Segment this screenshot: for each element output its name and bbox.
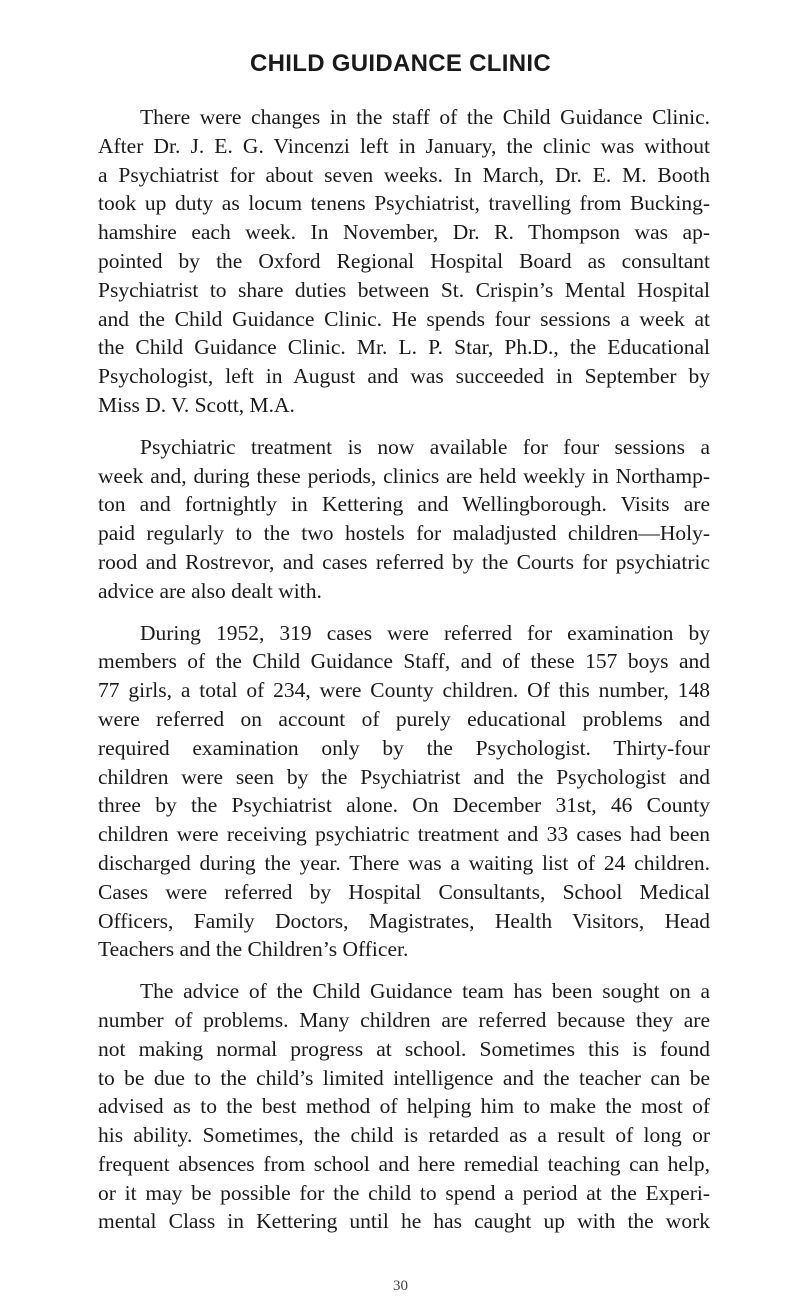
page-number: 30: [393, 1278, 408, 1294]
paragraph-line: required examination only by the Psychologist. Thirty-four: [98, 735, 710, 760]
paragraph-line: Psychiatric treatment is now available for four sessions a: [140, 434, 710, 459]
paragraph-line: three by the Psychiatrist alone. On December 31st, 46 County: [98, 793, 710, 818]
paragraph-line: rood and Rostrevor, and cases referred by the Courts for psychiatric: [98, 549, 710, 574]
paragraph-line: mental Class in Kettering until he has caught up with the work: [98, 1209, 710, 1234]
paragraph-line: The advice of the Child Guidance team has been sought on a: [140, 979, 710, 1004]
paragraph-line: a Psychiatrist for about seven weeks. In March, Dr. E. M. Booth: [98, 162, 710, 187]
paragraph-line: Psychologist, left in August and was succeeded in September by: [98, 364, 710, 389]
paragraph-line: week and, during these periods, clinics are held weekly in Northamp-: [98, 463, 710, 488]
body-text: [98, 103, 710, 1249]
paragraph-line: and the Child Guidance Clinic. He spends four sessions a week at: [98, 306, 710, 331]
paragraph-line: Teachers and the Children’s Officer.: [98, 937, 409, 962]
paragraph-psychiatric-treatment: [98, 433, 710, 606]
paragraph-line: children were seen by the Psychiatrist and the Psychologist and: [98, 764, 710, 789]
paragraph-line: ton and fortnightly in Kettering and Wellingborough. Visits are: [98, 492, 710, 517]
paragraph-line: After Dr. J. E. G. Vincenzi left in January, the clinic was without: [98, 133, 710, 158]
paragraph-line: Officers, Family Doctors, Magistrates, Health Visitors, Head: [98, 908, 710, 933]
paragraph-line: During 1952, 319 cases were referred for examination by: [140, 620, 710, 645]
paragraph-line: advice are also dealt with.: [98, 578, 322, 603]
paragraph-staff-changes: [98, 103, 710, 420]
paragraph-line: or it may be possible for the child to spend a period at the Experi-: [98, 1180, 710, 1205]
paragraph-line: the Child Guidance Clinic. Mr. L. P. Star, Ph.D., the Educational: [98, 335, 710, 360]
paragraph-line: Cases were referred by Hospital Consultants, School Medical: [98, 879, 710, 904]
paragraph-line: Miss D. V. Scott, M.A.: [98, 392, 295, 417]
paragraph-case-statistics: [98, 619, 710, 965]
paragraph-line: were referred on account of purely educational problems and: [98, 706, 710, 731]
paragraph-line: children were receiving psychiatric treatment and 33 cases had been: [98, 822, 710, 847]
paragraph-line: members of the Child Guidance Staff, and of these 157 boys and: [98, 649, 710, 674]
paragraph-line: hamshire each week. In November, Dr. R. Thompson was ap-: [98, 220, 710, 245]
paragraph-line: not making normal progress at school. Sometimes this is found: [98, 1036, 710, 1061]
paragraph-line: There were changes in the staff of the Child Guidance Clinic.: [140, 105, 710, 129]
paragraph-line: his ability. Sometimes, the child is retarded as a result of long or: [98, 1123, 710, 1148]
paragraph-line: advised as to the best method of helping him to make the most of: [98, 1094, 710, 1119]
paragraph-guidance-advice: [98, 977, 710, 1236]
paragraph-line: 77 girls, a total of 234, were County children. Of this number, 148: [98, 678, 710, 703]
paragraph-line: pointed by the Oxford Regional Hospital Board as consultant: [98, 248, 710, 273]
paragraph-line: frequent absences from school and here remedial teaching can help,: [98, 1151, 710, 1176]
paragraph-line: Psychiatrist to share duties between St. Crispin’s Mental Hospital: [98, 277, 710, 302]
paragraph-line: number of problems. Many children are referred because they are: [98, 1007, 710, 1032]
paragraph-line: discharged during the year. There was a waiting list of 24 children.: [98, 850, 710, 875]
paragraph-line: took up duty as locum tenens Psychiatrist, travelling from Bucking-: [98, 191, 710, 216]
paragraph-line: paid regularly to the two hostels for maladjusted children—Holy-: [98, 521, 710, 546]
paragraph-line: to be due to the child’s limited intelligence and the teacher can be: [98, 1065, 710, 1090]
page-title: CHILD GUIDANCE CLINIC: [250, 50, 551, 77]
